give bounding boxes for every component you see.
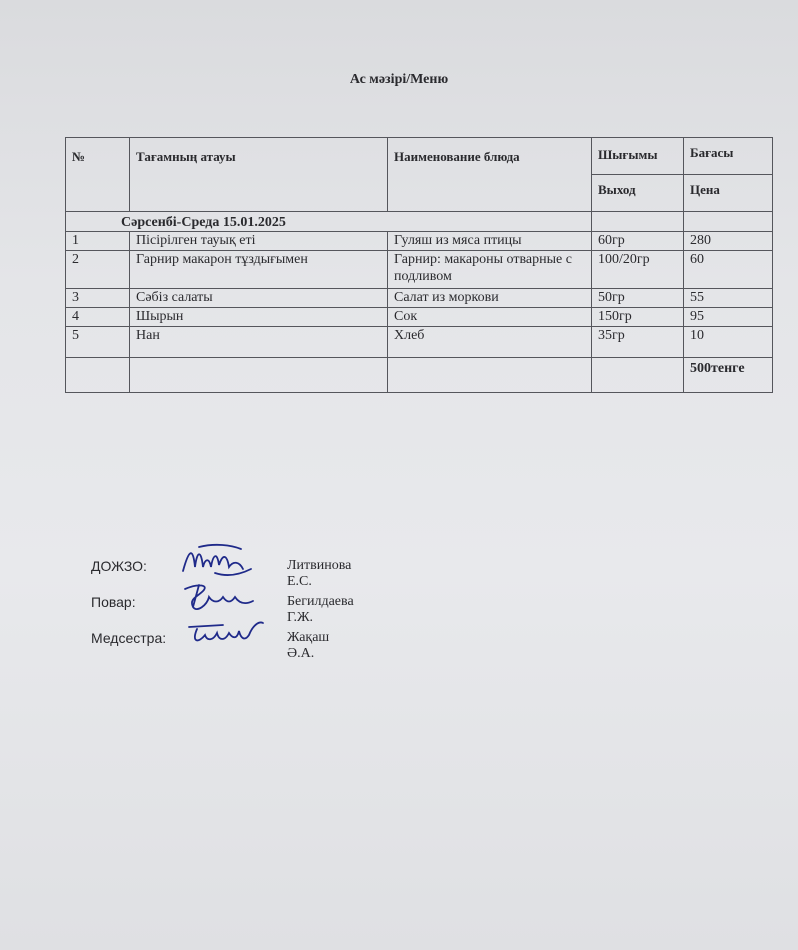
row-name-kk: Шырын [130, 308, 388, 327]
row-number: 2 [66, 251, 130, 289]
row-yield: 60гр [592, 232, 684, 251]
row-price: 55 [684, 289, 773, 308]
signature-name: Жақаш Ә.А. [287, 630, 330, 661]
header-yield-ru: Выход [592, 175, 684, 212]
row-name-ru: Гуляш из мяса птицы [388, 232, 592, 251]
row-number: 1 [66, 232, 130, 251]
row-yield: 100/20гр [592, 251, 684, 289]
header-name-kk: Тағамның атауы [130, 138, 388, 212]
row-name-ru: Хлеб [388, 327, 592, 358]
header-name-ru: Наименование блюда [388, 138, 592, 212]
row-name-kk: Нан [130, 327, 388, 358]
row-price: 280 [684, 232, 773, 251]
header-row [66, 138, 773, 175]
signature-role: ДОЖЗО: [91, 558, 147, 574]
handwritten-signature-icon [179, 613, 269, 653]
row-name-kk: Гарнир макарон тұздығымен [130, 251, 388, 289]
header-yield-kk: Шығымы [592, 138, 684, 175]
row-name-kk: Сәбіз салаты [130, 289, 388, 308]
row-yield: 150гр [592, 308, 684, 327]
row-price: 60 [684, 251, 773, 289]
row-price: 10 [684, 327, 773, 358]
header-price-ru: Цена [684, 175, 773, 212]
signature-name: Литвинова Е.С. [287, 558, 352, 589]
header-price-kk: Бағасы [684, 138, 773, 175]
day-row [66, 212, 773, 232]
row-name-ru: Сок [388, 308, 592, 327]
row-name-ru: Салат из моркови [388, 289, 592, 308]
signature-role: Медсестра: [91, 630, 167, 646]
total-row [66, 358, 773, 393]
table-row [66, 289, 773, 308]
signature-name: Бегилдаева Г.Ж. [287, 594, 354, 625]
handwritten-signature-icon [179, 577, 259, 617]
table-row [66, 251, 773, 289]
handwritten-signature-icon [179, 541, 259, 581]
row-yield: 50гр [592, 289, 684, 308]
header-number: № [66, 138, 130, 212]
total-value: 500тенге [684, 358, 773, 393]
row-number: 5 [66, 327, 130, 358]
row-name-ru: Гарнир: макароны отварные с подливом [388, 251, 592, 289]
menu-table [65, 137, 773, 393]
document-title: Ас мәзірі/Меню [349, 72, 449, 87]
table-row [66, 232, 773, 251]
table-row [66, 308, 773, 327]
row-name-kk: Пісірілген тауық еті [130, 232, 388, 251]
row-price: 95 [684, 308, 773, 327]
row-number: 4 [66, 308, 130, 327]
table-row [66, 327, 773, 358]
signature-role: Повар: [91, 594, 136, 610]
row-yield: 35гр [592, 327, 684, 358]
day-label: Сәрсенбі-Среда 15.01.2025 [66, 212, 592, 232]
row-number: 3 [66, 289, 130, 308]
